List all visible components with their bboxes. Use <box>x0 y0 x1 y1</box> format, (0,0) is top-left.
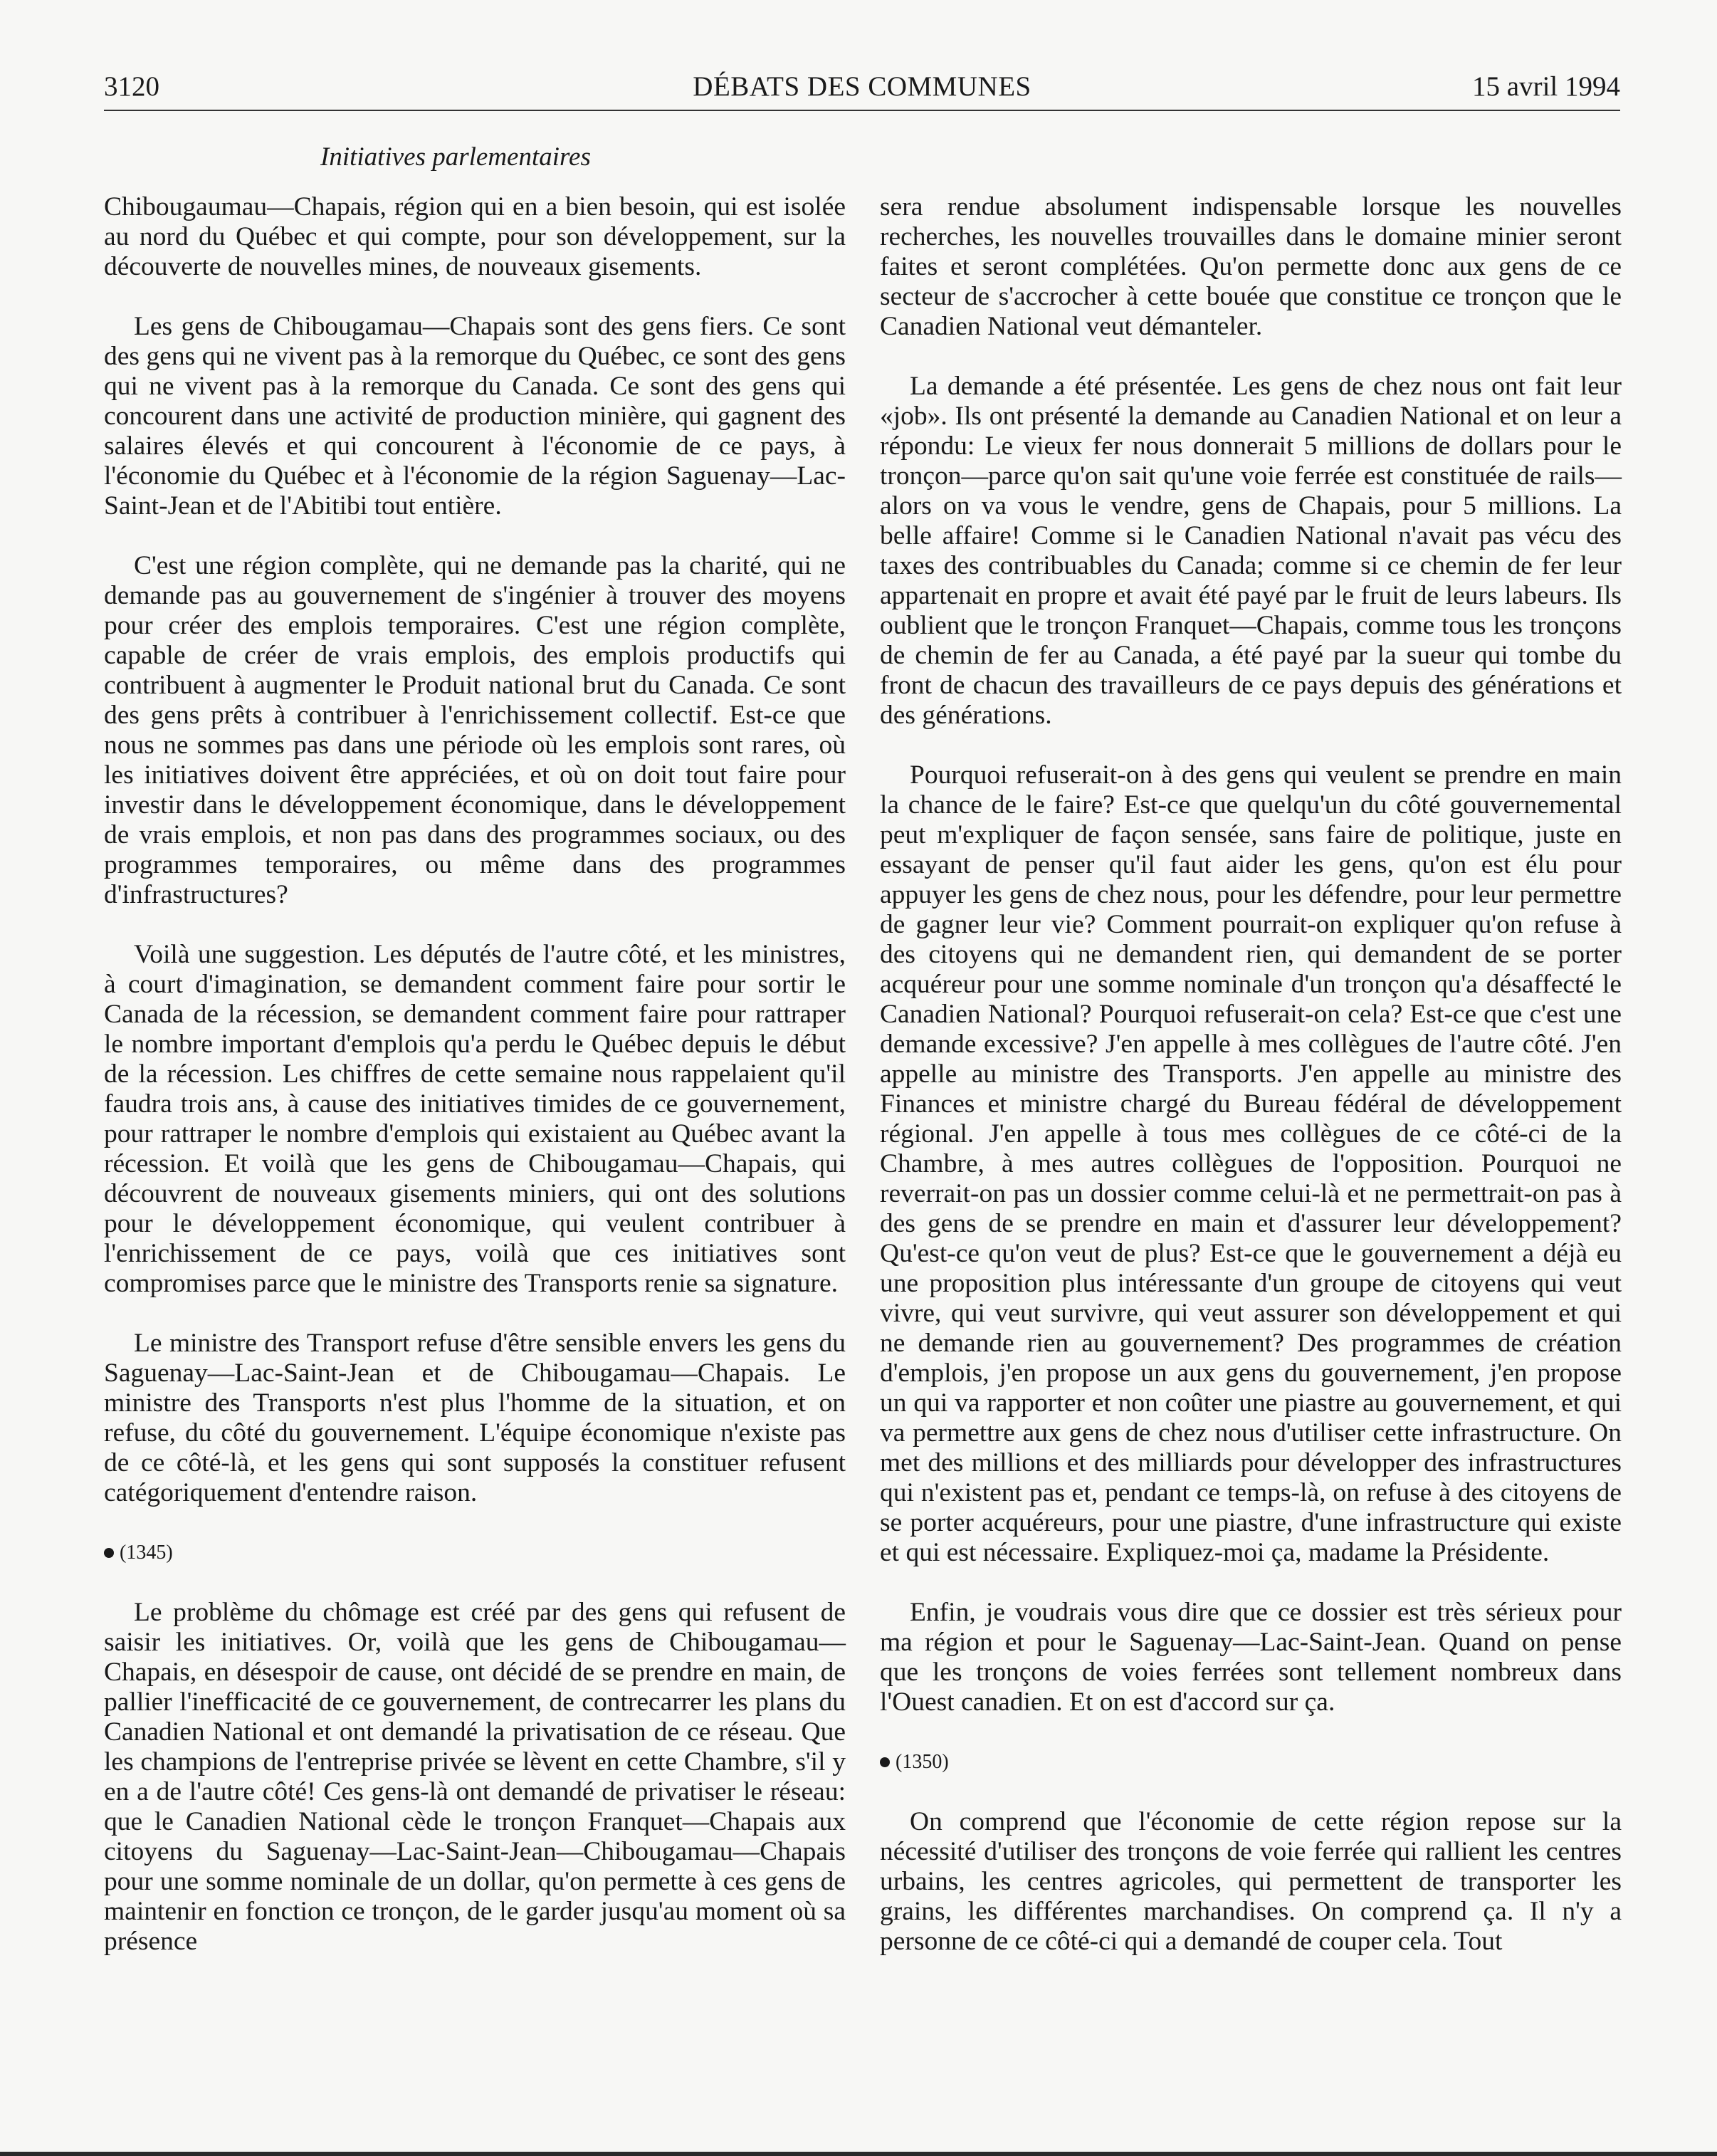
paragraph: La demande a été présentée. Les gens de chez nous ont fait leur «job». Ils ont présenté la demande au Canadien National et on leur a répondu: Le vieux fer nous donnerait 5 millions de dollars pour le tronçon—parce qu'on sait qu'une voie ferrée est constituée de rails—alors on va vous le vendre, gens de Chapais, pour 5 millions. La belle affaire! Comme si le Canadien National n'avait pas vécu des taxes des contribuables du Canada; comme si ce chemin de fer leur appartenait en propre et avait été payé par le fruit de leurs labeurs. Ils oublient que le tronçon Franquet—Chapais, comme tous les tronçons de chemin de fer au Canada, a été payé par la sueur qui tombe du front de chacun des travailleurs de ce pays depuis des générations et des générations. <box>880 372 1622 730</box>
paragraph: Chibougaumau—Chapais, région qui en a bien besoin, qui est isolée au nord du Québec et qui compte, pour son développement, sur la découverte de nouvelles mines, de nouveaux gisements. <box>104 192 846 281</box>
page-edge <box>0 2152 1717 2156</box>
time-marker-label: (1345) <box>120 1542 173 1564</box>
right-column <box>880 192 1622 1957</box>
page-number: 3120 <box>104 71 159 102</box>
paragraph: C'est une région complète, qui ne demande pas la charité, qui ne demande pas au gouvernement de s'ingénier à trouver des moyens pour créer des emplois temporaires. C'est une région complète, capable de créer de vrais emplois, des emplois productifs qui contribuent à augmenter le Produit national brut du Canada. Ce sont des gens prêts à contribuer à l'enrichissement collectif. Est-ce que nous ne sommes pas dans une période où les emplois sont rares, où les initiatives doivent être appréciées, et où on doit tout faire pour investir dans le développement économique, dans le développement de vrais emplois, et non pas dans des programmes sociaux, ou des programmes temporaires, ou même dans des programmes d'infrastructures? <box>104 551 846 909</box>
paragraph: Enfin, je voudrais vous dire que ce dossier est très sérieux pour ma région et pour le Saguenay—Lac-Saint-Jean. Quand on pense que les tronçons de voies ferrées sont tellement nombreux dans l'Ouest canadien. Et on est d'accord sur ça. <box>880 1598 1622 1717</box>
bullet-icon <box>880 1757 890 1767</box>
section-label: Initiatives parlementaires <box>320 142 591 172</box>
time-marker <box>880 1747 1622 1777</box>
running-title: DÉBATS DES COMMUNES <box>693 71 1031 102</box>
bullet-icon <box>104 1548 114 1558</box>
left-column <box>104 192 846 1957</box>
paragraph: Les gens de Chibougamau—Chapais sont des gens fiers. Ce sont des gens qui ne vivent pas à la remorque du Québec, ce sont des gens qui ne vivent pas à la remorque du Canada. Ce sont des gens qui concourent dans une activité de production minière, qui gagnent des salaires élevés et qui concourent à l'économie de ce pays, à l'économie du Québec et à l'économie de la région Saguenay—Lac-Saint-Jean et de l'Abitibi tout entière. <box>104 312 846 520</box>
time-marker-label: (1350) <box>896 1751 949 1773</box>
paragraph: Le ministre des Transport refuse d'être sensible envers les gens du Saguenay—Lac-Saint-Jean et de Chibougamau—Chapais. Le ministre des Transports n'est plus l'homme de la situation, et on refuse, du côté du gouvernement. L'équipe économique n'existe pas de ce côté-là, et les gens qui sont supposés la constituer refusent catégoriquement d'entendre raison. <box>104 1329 846 1507</box>
paragraph: sera rendue absolument indispensable lorsque les nouvelles recherches, les nouvelles trouvailles dans le domaine minier seront faites et seront complétées. Qu'on permette donc aux gens de ce secteur de s'accrocher à cette bouée que constitue ce tronçon que le Canadien National veut démanteler. <box>880 192 1622 341</box>
time-marker <box>104 1538 846 1568</box>
page-header <box>104 67 1620 110</box>
header-rule <box>104 110 1620 111</box>
paragraph: On comprend que l'économie de cette région repose sur la nécessité d'utiliser des tronçons de voie ferrée qui rallient les centres urbains, les centres agricoles, qui permettent de transporter les grains, les différentes marchandises. On comprend ça. Il n'y a personne de ce côté-ci qui a demandé de couper cela. Tout <box>880 1807 1622 1956</box>
page-date: 15 avril 1994 <box>1472 71 1620 102</box>
paragraph: Voilà une suggestion. Les députés de l'autre côté, et les ministres, à court d'imagination, se demandent comment faire pour sortir le Canada de la récession, se demandent comment faire pour rattraper le nombre important d'emplois qu'a perdu le Québec depuis le début de la récession. Les chiffres de cette semaine nous rappelaient qu'il faudra trois ans, à cause des initiatives timides de ce gouvernement, pour rattraper le nombre d'emplois qui existaient au Québec avant la récession. Et voilà que les gens de Chibougamau—Chapais, qui découvrent de nouveaux gisements miniers, qui ont des solutions pour le développement économique, qui veulent contribuer à l'enrichissement de ce pays, voilà que ces initiatives sont compromises parce que le ministre des Transports renie sa signature. <box>104 940 846 1298</box>
paragraph: Le problème du chômage est créé par des gens qui refusent de saisir les initiatives. Or, voilà que les gens de Chibougamau—Chapais, en désespoir de cause, ont décidé de se prendre en main, de pallier l'inefficacité de ce gouvernement, de contrecarrer les plans du Canadien National et ont demandé la privatisation de ce réseau. Que les champions de l'entreprise privée se lèvent en cette Chambre, s'il y en a de l'autre côté! Ces gens-là ont demandé de privatiser le réseau: que le Canadien National cède le tronçon Franquet—Chapais aux citoyens du Saguenay—Lac-Saint-Jean—Chibougamau—Chapais pour une somme nominale de un dollar, qu'on permette à ces gens de maintenir en fonction ce tronçon, de le garder jusqu'au moment où sa présence <box>104 1598 846 1956</box>
paragraph: Pourquoi refuserait-on à des gens qui veulent se prendre en main la chance de le faire? Est-ce que quelqu'un du côté gouvernemental peut m'expliquer de façon sensée, sans faire de politique, juste en essayant de penser qu'il faut aider les gens, qu'on est élu pour appuyer les gens de chez nous, pour les défendre, pour leur permettre de gagner leur vie? Comment pourrait-on expliquer qu'on refuse à des citoyens qui ne demandent rien, qui demandent de se porter acquéreur pour une somme nominale d'un tronçon qu'a désaffecté le Canadien National? Pourquoi refuserait-on cela? Est-ce que c'est une demande excessive? J'en appelle à mes collègues de l'autre côté. J'en appelle au ministre des Transports. J'en appelle au ministre des Finances et ministre chargé du Bureau fédéral de développement régional. J'en appelle à tous mes collègues de ce côté-ci de la Chambre, à mes autres collègues de l'opposition. Pourquoi ne reverrait-on pas un dossier comme celui-là et ne permettrait-on pas à des gens de se prendre en main et d'assurer leur développement? Qu'est-ce qu'on veut de plus? Est-ce que le gouvernement a déjà eu une proposition plus intéressante d'un groupe de citoyens qui veut vivre, qui veut survivre, qui veut assurer son développement et qui ne demande rien au gouvernement? Des programmes de création d'emplois, j'en propose un aux gens du gouvernement, j'en propose un qui va rapporter et non coûter une piastre au gouvernement, et qui va permettre aux gens de chez nous d'utiliser cette infrastructure. On met des millions et des milliards pour développer des infrastructures qui n'existent pas et, pendant ce temps-là, on refuse à des citoyens de se porter acquéreurs, pour une piastre, d'une infrastructure qui existe et qui est nécessaire. Expliquez-moi ça, madame la Présidente. <box>880 760 1622 1567</box>
